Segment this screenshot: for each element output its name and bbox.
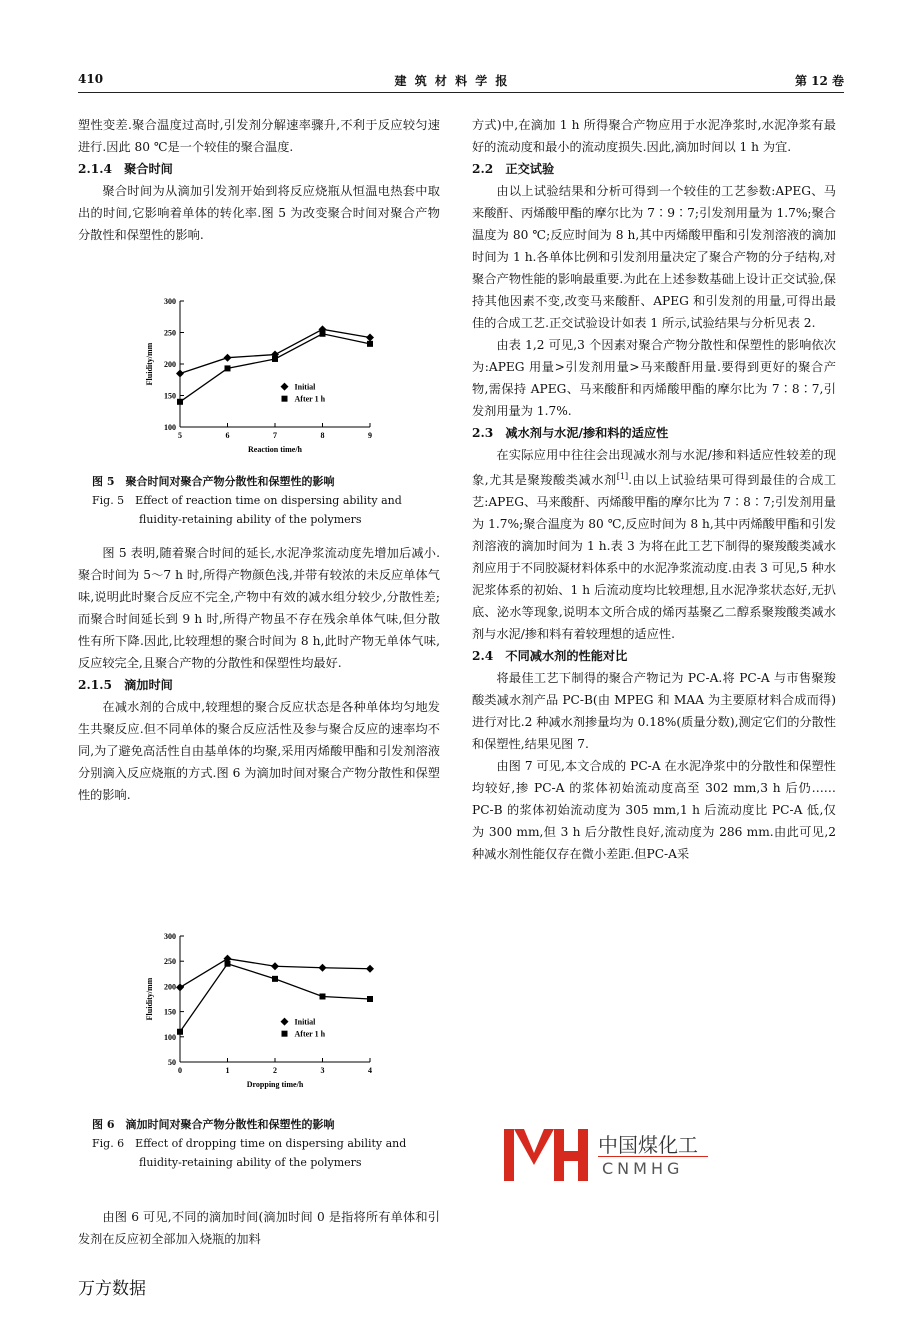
data-point-diamond: [366, 965, 374, 973]
data-point-diamond: [319, 964, 327, 972]
y-tick-label: 300: [164, 932, 176, 941]
section-heading-2-4: 2.4 不同减水剂的性能对比: [472, 649, 628, 664]
page-number: 410: [78, 72, 104, 86]
legend-label: After 1 h: [294, 1029, 326, 1039]
paragraph-text: .由以上试验结果可得到最佳的合成工艺:APEG、马来酸酐、丙烯酸甲酯的摩尔比为 7∶8∶7;引发剂用量为 1.7%;聚合温度为 80 ℃,反应时间为 8 h,其中丙烯酸甲酯和引发剂溶液的滴加时间为 1 h.表 3 为将在此工艺下制得的聚羧酸类减水剂应用于不同胶凝材料体系中的水泥净浆流动度.由表 3 可见,5 种水泥浆体系的初始、1 h 后流动度均比较理想,且水泥净浆状态好,无扒底、泌水等现象,说明本文所合成的烯丙基聚乙二醇系聚羧酸类减水剂与水泥/掺和料有着较理想的适应性.: [472, 473, 837, 642]
data-point-square: [367, 341, 373, 347]
x-axis-label: Dropping time/h: [246, 1080, 304, 1089]
paragraph: 由以上试验结果和分析可得到一个较佳的工艺参数:APEG、马来酸酐、丙烯酸甲酯的摩尔比为 7∶9∶7;引发剂用量为 1.7%;聚合温度为 80 ℃;反应时间为 8 h,其中丙烯酸甲酯和引发剂溶液的滴加时间为 1 h.各单体比例和引发剂用量决定了聚合产物的分子结构,对聚合产物性能的影响最重要.为此在上述参数基础上设计正交试验,保持其他因素不变,改变马来酸酐、APEG 和引发剂的用量,可得出最佳的合成工艺.正交试验设计如表 1 所示,试验结果与分析见表 2.: [472, 184, 836, 330]
right-column: [472, 114, 836, 865]
y-tick-label: 200: [164, 982, 176, 992]
paragraph: 图 5 表明,随着聚合时间的延长,水泥净浆流动度先增加后减小.聚合时间为 5～7 h 时,所得产物颜色浅,并带有较浓的未反应单体气味,说明此时聚合反应不完全,产物中有效的减水组分较少,分散性差;而聚合时间延长到 9 h 时,所得产物虽不存在残余单体气味,但分散性有所下降.因此,比较理想的聚合时间为 8 h,此时产物无单体气味,反应较完全,且聚合产物的分散性和保塑性均最好.: [78, 546, 440, 670]
paragraph: 聚合时间为从滴加引发剂开始到将反应烧瓶从恒温电热套中取出的时间,它影响着单体的转化率.图 5 为改变聚合时间对聚合产物分散性和保塑性的影响.: [78, 184, 440, 242]
x-tick-label: 3: [320, 1066, 325, 1075]
data-point-square: [320, 331, 326, 337]
left-column-top: [78, 114, 440, 246]
series-line-2: [180, 334, 370, 402]
y-tick-label: 250: [164, 957, 176, 967]
data-point-diamond: [366, 334, 374, 342]
y-tick-label: 50: [168, 1058, 176, 1067]
caption-en: fluidity-retaining ability of the polymers: [139, 513, 362, 526]
y-tick-label: 150: [164, 1007, 176, 1017]
y-tick-label: 200: [164, 360, 176, 369]
data-point-square: [272, 356, 278, 362]
caption-en: Fig. 6 Effect of dropping time on dispersing ability and: [92, 1137, 407, 1150]
paragraph-text: 在实际应用中往往会出现减水剂与水泥/掺和料适应性较差的现象,尤其是聚羧酸类减水剂: [472, 448, 836, 488]
caption-en: fluidity-retaining ability of the polymers: [139, 1156, 362, 1169]
figure-6-chart: [130, 930, 390, 1100]
data-point-square: [225, 961, 231, 967]
citation-ref[interactable]: [1]: [616, 472, 629, 481]
caption-zh: 图 6 滴加时间对聚合产物分散性和保塑性的影响: [92, 1118, 335, 1131]
data-point-square: [320, 993, 326, 999]
data-point-square: [367, 996, 373, 1002]
data-point-square: [177, 1029, 183, 1035]
legend-marker-diamond: [281, 1018, 289, 1026]
data-point-diamond: [176, 983, 184, 991]
data-point-square: [272, 976, 278, 982]
figure-6-caption: [92, 1115, 437, 1172]
y-tick-label: 100: [164, 423, 176, 432]
legend-label: Initial: [294, 382, 316, 392]
y-tick-label: 150: [164, 391, 176, 401]
data-point-diamond: [224, 354, 232, 362]
watermark-logo-mark-icon: [500, 1125, 592, 1185]
legend-marker-diamond: [281, 383, 289, 391]
x-tick-label: 2: [273, 1066, 277, 1075]
x-axis-label: Reaction time/h: [248, 445, 302, 454]
x-tick-label: 6: [225, 431, 230, 440]
y-tick-label: 250: [164, 328, 176, 338]
x-tick-label: 0: [178, 1066, 182, 1075]
section-heading-2-2: 2.2 正交试验: [472, 162, 555, 176]
watermark-logo-sub: CNMHG: [602, 1159, 684, 1178]
figure-5-caption: [92, 472, 437, 529]
x-tick-label: 4: [368, 1066, 372, 1075]
legend-label: After 1 h: [294, 394, 326, 404]
paragraph: 由表 1,2 可见,3 个因素对聚合产物分散性和保塑性的影响依次为:APEG 用量>引发剂用量>马来酸酐用量.要得到更好的聚合产物,需保持 APEG、马来酸酐和丙烯酸甲酯的摩尔比为 7∶8∶7,引发剂用量为 1.7%.: [472, 338, 836, 418]
x-tick-label: 8: [320, 431, 325, 440]
legend-marker-square: [282, 396, 288, 402]
journal-title: 建 筑 材 料 学 报: [394, 74, 510, 88]
section-heading-2-1-5: 2.1.5 滴加时间: [78, 678, 173, 692]
section-heading-2-3: 2.3 减水剂与水泥/掺和料的适应性: [472, 426, 669, 440]
watermark-logo-text: 中国煤化工: [598, 1133, 698, 1157]
y-tick-label: 100: [164, 1032, 176, 1042]
left-column-bottom: [78, 1206, 440, 1250]
x-tick-label: 9: [368, 431, 372, 440]
figure-5-chart: [130, 295, 390, 465]
watermark-logo: [500, 1125, 715, 1185]
caption-zh: 图 5 聚合时间对聚合产物分散性和保塑性的影响: [92, 475, 335, 488]
paragraph: 在减水剂的合成中,较理想的聚合反应状态是各种单体均匀地发生共聚反应.但不同单体的聚合反应活性及参与聚合反应的速率均不同,为了避免高活性自由基单体的均聚,采用丙烯酸甲酯和引发剂溶液分别滴入反应烧瓶的方式.图 6 为滴加时间对聚合产物分散性和保塑性的影响.: [78, 700, 440, 802]
paragraph: 由图 6 可见,不同的滴加时间(滴加时间 0 是指将所有单体和引发剂在反应初全部加入烧瓶的加料: [78, 1210, 440, 1246]
x-tick-label: 5: [178, 431, 182, 440]
legend-marker-square: [282, 1031, 288, 1037]
legend-label: Initial: [294, 1017, 316, 1027]
header-rule: [78, 92, 844, 93]
paragraph: 方式)中,在滴加 1 h 所得聚合产物应用于水泥净浆时,水泥净浆有最好的流动度和最小的流动度损失.因此,滴加时间以 1 h 为宜.: [472, 118, 836, 154]
data-point-square: [225, 365, 231, 371]
left-column-middle: [78, 542, 440, 806]
paragraph: 塑性变差.聚合温度过高时,引发剂分解速率骤升,不利于反应较匀速进行.因此 80 ℃是一个较佳的聚合温度.: [78, 118, 440, 154]
y-axis-label: Fluidity/mm: [145, 977, 154, 1021]
data-point-square: [177, 399, 183, 405]
y-axis-label: Fluidity/mm: [145, 342, 154, 386]
paragraph: 由图 7 可见,本文合成的 PC-A 在水泥净浆中的分散性和保塑性均较好,掺 PC-A 的浆体初始流动度高至 302 mm,3 h 后仍……PC-B 的浆体初始流动度为 305 mm,1 h 后流动度比 PC-A 低,仅为 300 mm,但 3 h 后分散性良好,流动度为 286 mm.由此可见,2种减水剂性能仅存在微小差距.但PC-A采: [472, 759, 836, 862]
x-tick-label: 1: [225, 1066, 230, 1075]
paragraph: 将最佳工艺下制得的聚合产物记为 PC-A.将 PC-A 与市售聚羧酸类减水剂产品 PC-B(由 MPEG 和 MAA 为主要原材料合成而得)进行对比.2 种减水剂掺量均为 0.18%(质量分数),测定它们的分散性和保塑性,结果见图 7.: [472, 671, 836, 752]
volume-label: 第 12 卷: [794, 74, 844, 88]
watermark-divider: [598, 1156, 708, 1157]
section-heading-2-1-4: 2.1.4 聚合时间: [78, 162, 173, 176]
series-line-2: [180, 964, 370, 1032]
data-point-diamond: [176, 369, 184, 377]
data-point-diamond: [271, 962, 279, 970]
y-tick-label: 300: [164, 297, 176, 306]
caption-en: Fig. 5 Effect of reaction time on dispersing ability and: [92, 494, 402, 507]
x-tick-label: 7: [273, 431, 277, 440]
footer-source: 万方数据: [78, 1279, 146, 1299]
paragraph: [472, 444, 836, 645]
